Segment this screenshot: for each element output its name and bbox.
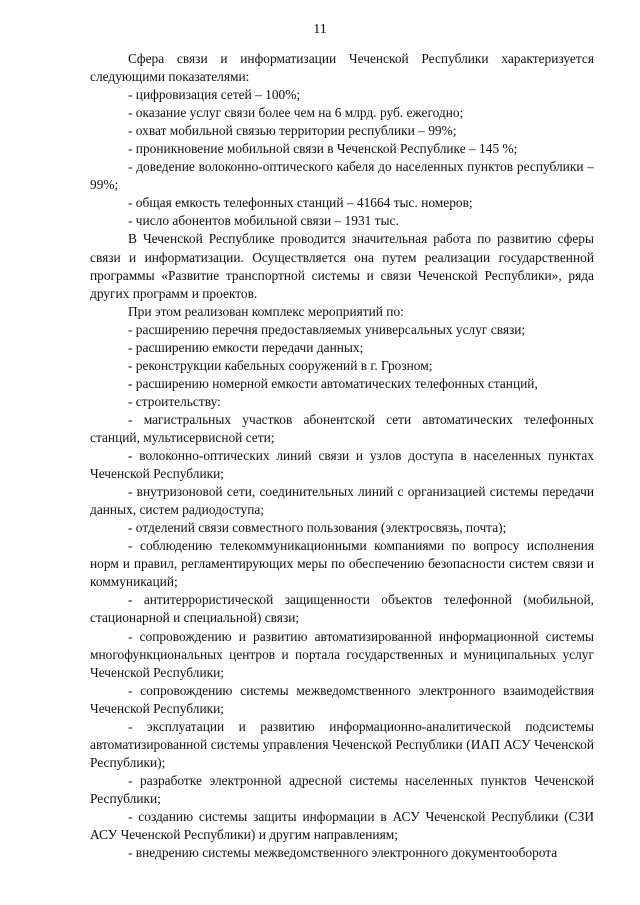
list-item: - расширению перечня предоставляемых универсальных услуг связи;	[128, 321, 526, 337]
list-item: - соблюдению телекоммуникационными компаниями по вопросу исполнения норм и правил, регламентирующих меры по обеспечению безопасности систем связи и коммуникаций;	[90, 538, 594, 590]
list-item: - разработке электронной адресной системы населенных пунктов Чеченской Республики;	[90, 772, 594, 806]
list-item: - отделений связи совместного пользования (электросвязь, почта);	[128, 520, 507, 536]
list-item: - эксплуатации и развитию информационно-аналитической подсистемы автоматизированной системы управления Чеченской Республики (ИАП АСУ Чеченской Республики);	[90, 718, 594, 770]
list-item: - оказание услуг связи более чем на 6 млрд. руб. ежегодно;	[128, 105, 464, 121]
list-item: - магистральных участков абонентской сети автоматических телефонных станций, мультисервисной сети;	[90, 411, 594, 445]
page-number: 11	[313, 22, 327, 37]
list-item: - проникновение мобильной связи в Чеченской Республике – 145 %;	[128, 141, 518, 157]
list-item: - расширению номерной емкости автоматических телефонных станций,	[128, 375, 538, 391]
list-item: - цифровизация сетей – 100%;	[128, 87, 301, 103]
paragraph-intro: Сфера связи и информатизации Чеченской Республики характеризуется следующими показателями:	[90, 51, 594, 85]
list-item: - охват мобильной связью территории республики – 99%;	[128, 123, 457, 139]
list-item: - число абонентов мобильной связи – 1931 тыс.	[128, 213, 399, 229]
list-item: - сопровождению и развитию автоматизированной информационной системы многофункциональных центров и портала государственных и муниципальных услуг Чеченской Республики;	[90, 628, 594, 680]
paragraph-measures-intro: При этом реализован комплекс мероприятий по:	[128, 303, 404, 319]
list-item: - реконструкции кабельных сооружений в г. Грозном;	[128, 357, 433, 373]
list-item: - расширению емкости передачи данных;	[128, 339, 364, 355]
document-body	[90, 50, 594, 862]
list-item: - строительству:	[128, 393, 221, 409]
list-item: - доведение волоконно-оптического кабеля до населенных пунктов республики – 99%;	[90, 159, 594, 193]
list-item: - созданию системы защиты информации в АСУ Чеченской Республики (СЗИ АСУ Чеченской Республики) и другим направлениям;	[90, 808, 594, 843]
paragraph-program: В Чеченской Республике проводится значительная работа по развитию сферы связи и информатизации. Осуществляется она путем реализации государственной программы «Развитие транспортной системы и связи Чеченской Республики», ряда других программ и проектов.	[90, 231, 594, 301]
list-item: - внедрению системы межведомственного электронного документооборота	[128, 845, 558, 861]
list-item: - сопровождению системы межведомственного электронного взаимодействия Чеченской Республики;	[90, 682, 594, 716]
list-item: - волоконно-оптических линий связи и узлов доступа в населенных пунктах Чеченской Республики;	[90, 448, 594, 482]
list-item: - общая емкость телефонных станций – 41664 тыс. номеров;	[128, 195, 473, 211]
list-item: - внутризоновой сети, соединительных линий с организацией системы передачи данных, систем радиодоступа;	[90, 484, 594, 518]
list-item: - антитеррористической защищенности объектов телефонной (мобильной, стационарной и специальной) связи;	[90, 592, 594, 626]
